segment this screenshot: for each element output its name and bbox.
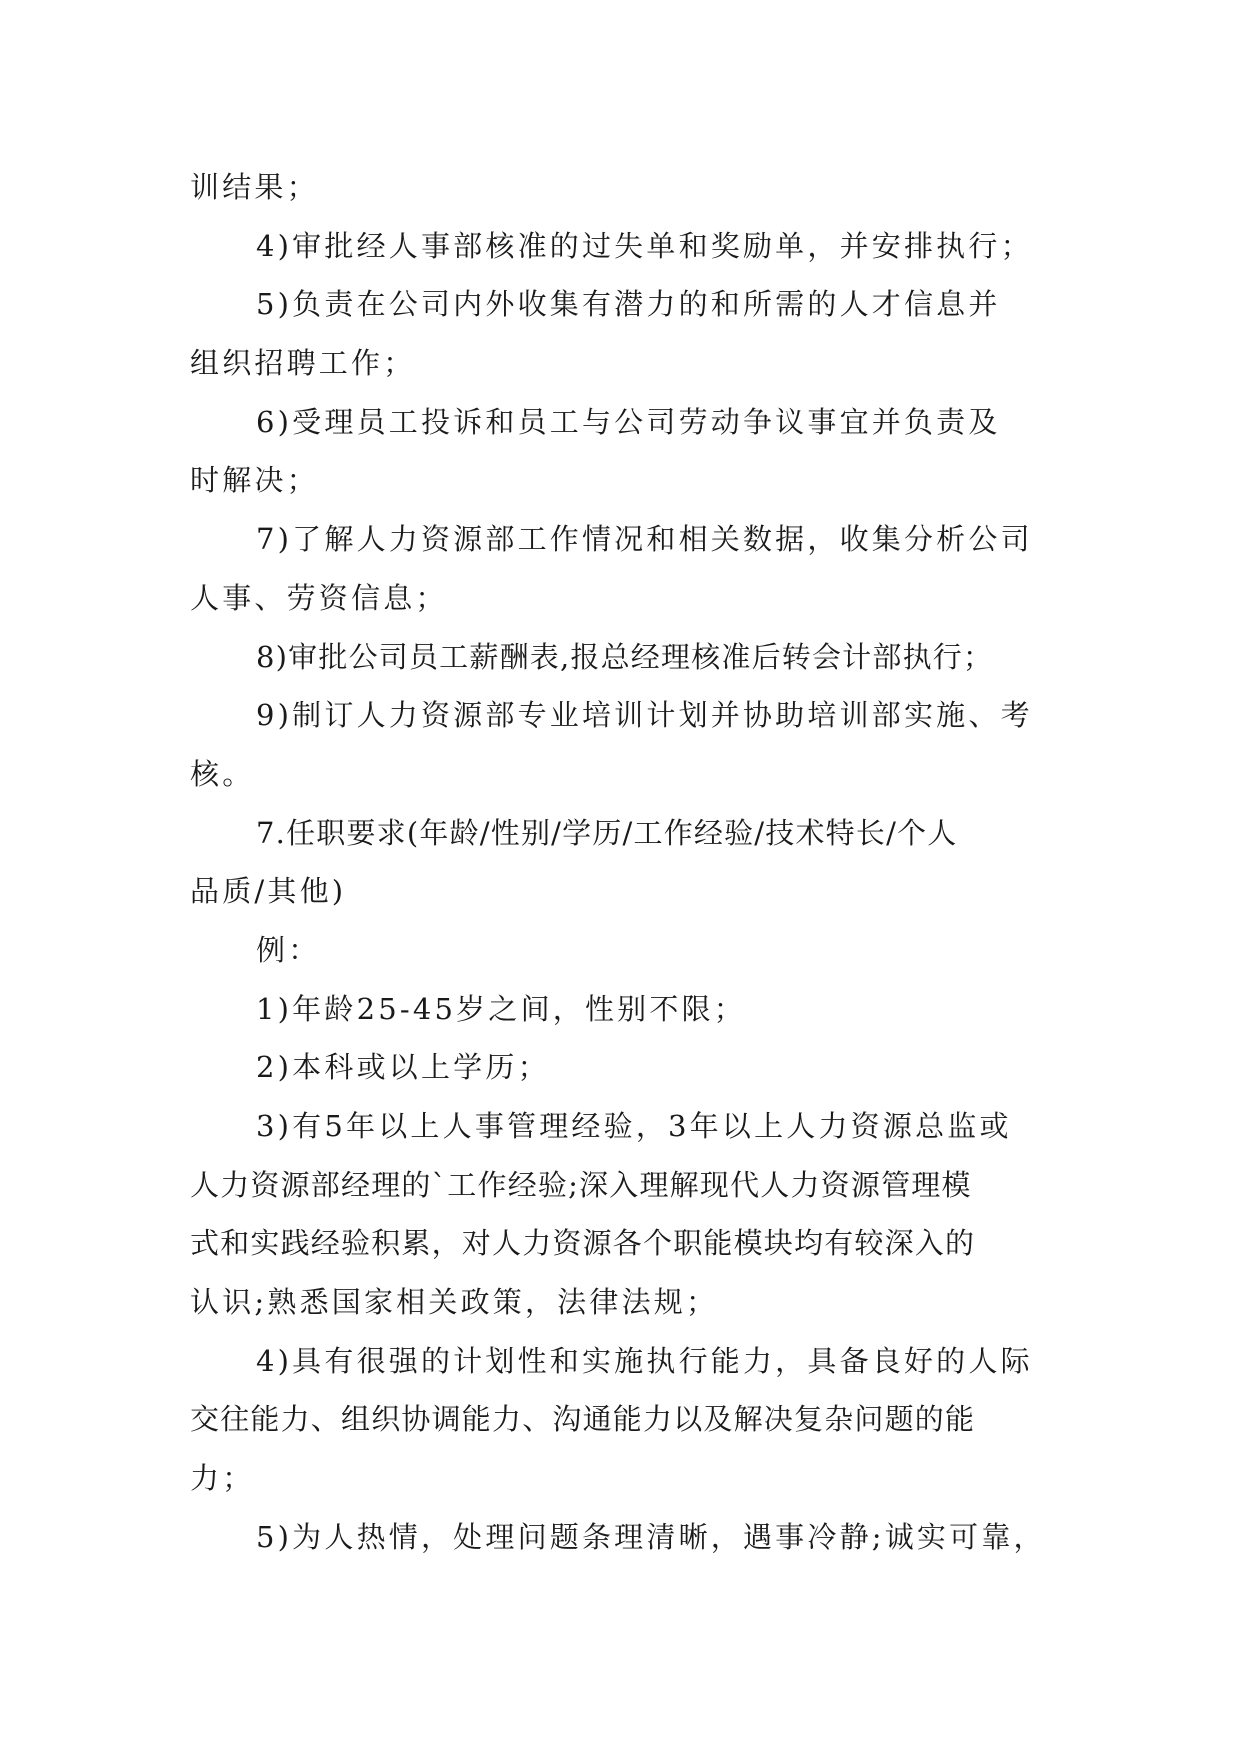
list-item-7: 7)了解人力资源部工作情况和相关数据，收集分析公司: [256, 522, 1033, 557]
requirement-item-3: 3)有5年以上人事管理经验，3年以上人力资源总监或: [256, 1109, 1012, 1143]
list-item-5: 5)负责在公司内外收集有潜力的和所需的人才信息并: [256, 287, 1001, 322]
text-line-continuation: 人力资源部经理的`工作经验;深入理解现代人力资源管理模: [190, 1167, 972, 1202]
list-item-8: 8)审批公司员工薪酬表,报总经理核准后转会计部执行；: [256, 639, 994, 674]
text-line-continuation: 训结果；: [190, 170, 319, 204]
text-line-continuation: 品质/其他): [190, 874, 347, 909]
list-item-4: 4)审批经人事部核准的过失单和奖励单，并安排执行；: [256, 228, 1033, 263]
list-item-6: 6)受理员工投诉和员工与公司劳动争议事宜并负责及: [256, 404, 1001, 439]
text-line-continuation: 力；: [190, 1461, 255, 1496]
requirement-item-2: 2)本科或以上学历；: [256, 1050, 550, 1085]
requirement-item-1: 1)年龄25-45岁之间，性别不限；: [256, 991, 746, 1026]
requirement-item-5: 5)为人热情，处理问题条理清晰，遇事冷静;诚实可靠，: [256, 1519, 1046, 1554]
text-line-continuation: 人事、劳资信息；: [190, 580, 448, 615]
text-line-continuation: 时解决；: [190, 463, 319, 498]
text-line-continuation: 交往能力、组织协调能力、沟通能力以及解决复杂问题的能: [190, 1402, 976, 1437]
section-heading-requirements: 7.任职要求(年龄/性别/学历/工作经验/技术特长/个人: [256, 815, 958, 850]
document-body: [190, 158, 1052, 1567]
text-line-continuation: 认识;熟悉国家相关政策，法律法规；: [190, 1285, 719, 1320]
requirement-item-4: 4)具有很强的计划性和实施执行能力，具备良好的人际: [256, 1343, 1033, 1378]
example-label: 例：: [256, 932, 321, 967]
text-line-continuation: 组织招聘工作；: [190, 346, 416, 381]
text-line-continuation: 核。: [190, 756, 255, 791]
list-item-9: 9)制订人力资源部专业培训计划并协助培训部实施、考: [256, 698, 1033, 733]
text-line-continuation: 式和实践经验积累，对人力资源各个职能模块均有较深入的: [190, 1226, 976, 1261]
